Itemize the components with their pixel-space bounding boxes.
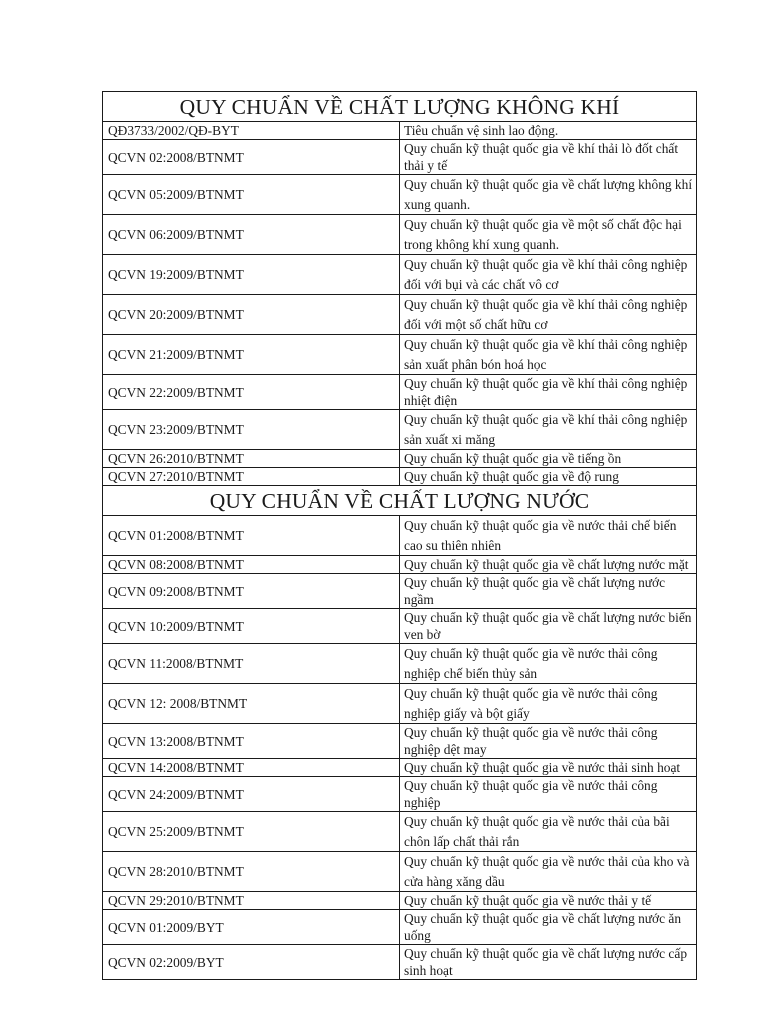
standard-code-cell: QCVN 10:2009/BTNMT	[103, 609, 400, 644]
standard-description-cell: Quy chuẩn kỹ thuật quốc gia về khí thải công nghiệp đối với một số chất hữu cơ	[400, 295, 697, 335]
standard-code-cell: QCVN 20:2009/BTNMT	[103, 295, 400, 335]
standard-code-cell: QCVN 02:2008/BTNMT	[103, 140, 400, 175]
standard-code-cell: QCVN 26:2010/BTNMT	[103, 450, 400, 468]
section-header-row	[103, 486, 697, 516]
standard-code-cell: QCVN 19:2009/BTNMT	[103, 255, 400, 295]
standard-description-cell: Quy chuẩn kỹ thuật quốc gia về nước thải y tế	[400, 892, 697, 910]
section-title: QUY CHUẨN VỀ CHẤT LƯỢNG NƯỚC	[103, 486, 697, 516]
standard-code-cell: QCVN 13:2008/BTNMT	[103, 724, 400, 759]
standard-description-cell: Quy chuẩn kỹ thuật quốc gia về nước thải sinh hoạt	[400, 759, 697, 777]
table-row	[103, 140, 697, 175]
standard-code-cell: QCVN 23:2009/BTNMT	[103, 410, 400, 450]
standard-code-cell: QCVN 28:2010/BTNMT	[103, 852, 400, 892]
standard-description-cell: Quy chuẩn kỹ thuật quốc gia về nước thải chế biến cao su thiên nhiên	[400, 516, 697, 556]
section-header-row	[103, 92, 697, 122]
standard-code-cell: QCVN 27:2010/BTNMT	[103, 468, 400, 486]
standard-code-cell: QCVN 29:2010/BTNMT	[103, 892, 400, 910]
table-row	[103, 215, 697, 255]
standard-description-cell: Quy chuẩn kỹ thuật quốc gia về chất lượng nước cấp sinh hoạt	[400, 945, 697, 980]
table-row	[103, 852, 697, 892]
table-row	[103, 777, 697, 812]
standard-description-cell: Quy chuẩn kỹ thuật quốc gia về khí thải công nghiệp sản xuất xi măng	[400, 410, 697, 450]
table-row	[103, 556, 697, 574]
standard-description-cell: Quy chuẩn kỹ thuật quốc gia về khí thải công nghiệp sản xuất phân bón hoá học	[400, 335, 697, 375]
standard-code-cell: QCVN 22:2009/BTNMT	[103, 375, 400, 410]
table-row	[103, 468, 697, 486]
standard-code-cell: QCVN 08:2008/BTNMT	[103, 556, 400, 574]
standard-code-cell: QCVN 24:2009/BTNMT	[103, 777, 400, 812]
table-row	[103, 684, 697, 724]
table-row	[103, 410, 697, 450]
standard-code-cell: QCVN 09:2008/BTNMT	[103, 574, 400, 609]
table-row	[103, 724, 697, 759]
table-row	[103, 644, 697, 684]
standard-description-cell: Quy chuẩn kỹ thuật quốc gia về khí thải công nghiệp đối với bụi và các chất vô cơ	[400, 255, 697, 295]
standard-code-cell: QCVN 14:2008/BTNMT	[103, 759, 400, 777]
standard-description-cell: Quy chuẩn kỹ thuật quốc gia về chất lượng không khí xung quanh.	[400, 175, 697, 215]
standards-table	[102, 91, 697, 980]
standard-description-cell: Quy chuẩn kỹ thuật quốc gia về chất lượng nước ăn uống	[400, 910, 697, 945]
standard-code-cell: QCVN 06:2009/BTNMT	[103, 215, 400, 255]
standard-description-cell: Quy chuẩn kỹ thuật quốc gia về nước thải công nghiệp dệt may	[400, 724, 697, 759]
table-row	[103, 945, 697, 980]
standard-code-cell: QCVN 02:2009/BYT	[103, 945, 400, 980]
table-row	[103, 255, 697, 295]
standard-description-cell: Quy chuẩn kỹ thuật quốc gia về nước thải của bãi chôn lấp chất thải rắn	[400, 812, 697, 852]
table-row	[103, 450, 697, 468]
standard-description-cell: Quy chuẩn kỹ thuật quốc gia về tiếng ồn	[400, 450, 697, 468]
standards-table-body	[103, 92, 697, 980]
standard-description-cell: Tiêu chuẩn vệ sinh lao động.	[400, 122, 697, 140]
table-row	[103, 175, 697, 215]
standard-code-cell: QĐ3733/2002/QĐ-BYT	[103, 122, 400, 140]
standard-code-cell: QCVN 11:2008/BTNMT	[103, 644, 400, 684]
standard-description-cell: Quy chuẩn kỹ thuật quốc gia về nước thải của kho và cửa hàng xăng dầu	[400, 852, 697, 892]
table-row	[103, 759, 697, 777]
table-row	[103, 892, 697, 910]
standard-description-cell: Quy chuẩn kỹ thuật quốc gia về khí thải công nghiệp nhiệt điện	[400, 375, 697, 410]
standard-description-cell: Quy chuẩn kỹ thuật quốc gia về nước thải công nghiệp	[400, 777, 697, 812]
standard-description-cell: Quy chuẩn kỹ thuật quốc gia về chất lượng nước ngầm	[400, 574, 697, 609]
standard-description-cell: Quy chuẩn kỹ thuật quốc gia về nước thải công nghiệp chế biến thủy sản	[400, 644, 697, 684]
table-row	[103, 122, 697, 140]
table-row	[103, 574, 697, 609]
table-row	[103, 910, 697, 945]
standard-code-cell: QCVN 25:2009/BTNMT	[103, 812, 400, 852]
standard-code-cell: QCVN 05:2009/BTNMT	[103, 175, 400, 215]
standard-code-cell: QCVN 01:2008/BTNMT	[103, 516, 400, 556]
standard-description-cell: Quy chuẩn kỹ thuật quốc gia về chất lượng nước biển ven bờ	[400, 609, 697, 644]
standard-code-cell: QCVN 21:2009/BTNMT	[103, 335, 400, 375]
standard-code-cell: QCVN 01:2009/BYT	[103, 910, 400, 945]
section-title: QUY CHUẨN VỀ CHẤT LƯỢNG KHÔNG KHÍ	[103, 92, 697, 122]
table-row	[103, 335, 697, 375]
table-row	[103, 516, 697, 556]
standard-description-cell: Quy chuẩn kỹ thuật quốc gia về chất lượng nước mặt	[400, 556, 697, 574]
standard-description-cell: Quy chuẩn kỹ thuật quốc gia về khí thải lò đốt chất thải y tế	[400, 140, 697, 175]
table-row	[103, 812, 697, 852]
table-row	[103, 609, 697, 644]
standard-description-cell: Quy chuẩn kỹ thuật quốc gia về độ rung	[400, 468, 697, 486]
table-row	[103, 295, 697, 335]
standard-code-cell: QCVN 12: 2008/BTNMT	[103, 684, 400, 724]
table-row	[103, 375, 697, 410]
standard-description-cell: Quy chuẩn kỹ thuật quốc gia về một số chất độc hại trong không khí xung quanh.	[400, 215, 697, 255]
standard-description-cell: Quy chuẩn kỹ thuật quốc gia về nước thải công nghiệp giấy và bột giấy	[400, 684, 697, 724]
